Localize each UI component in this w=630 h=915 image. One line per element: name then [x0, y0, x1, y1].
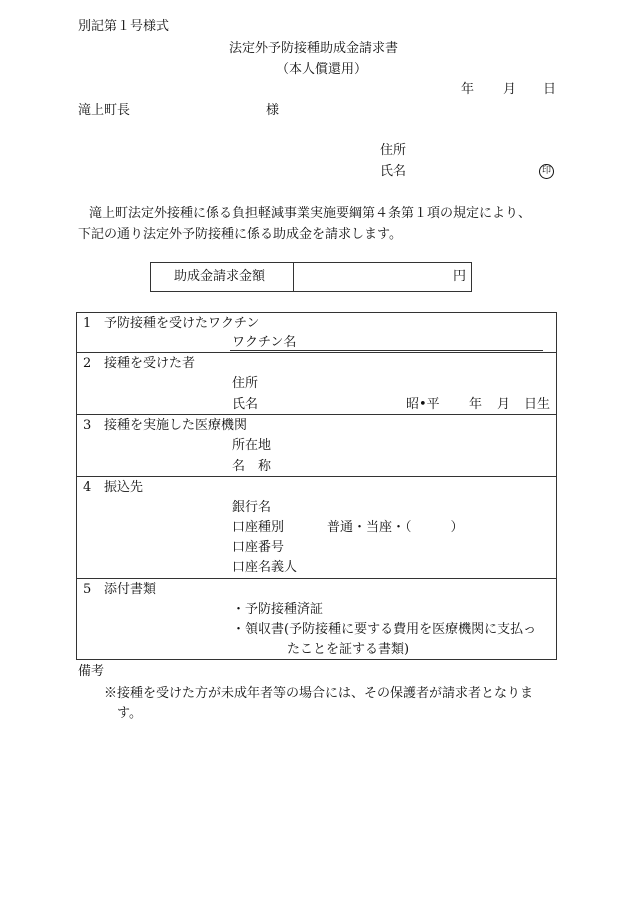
- form-id: 別記第１号様式: [78, 19, 170, 34]
- account-number-label: 口座番号: [232, 540, 285, 555]
- attachment-receipt-line-1: ・領収書(予防接種に要する費用を医療機関に支払っ: [232, 622, 537, 637]
- amount-label: 助成金請求金額: [174, 269, 266, 284]
- date-month-label: 月: [503, 82, 517, 97]
- seal-mark: 印: [539, 164, 554, 179]
- date-day-label: 日: [543, 82, 557, 97]
- section-5-number: 5: [83, 582, 92, 597]
- remarks-label: 備考: [78, 664, 105, 679]
- form-subtitle: （本人償還用）: [276, 62, 368, 77]
- row-divider-3: [76, 476, 557, 477]
- amount-divider: [293, 263, 294, 291]
- date-year-label: 年: [461, 82, 475, 97]
- section-3-title: 接種を実施した医療機関: [104, 418, 248, 433]
- clinic-location-label: 所在地: [232, 438, 272, 453]
- amount-unit: 円: [453, 269, 467, 284]
- birth-era-label: 昭•平: [406, 397, 440, 412]
- section-1-title: 予防接種を受けたワクチン: [104, 316, 260, 331]
- section-4-title: 振込先: [104, 480, 144, 495]
- section-1-number: 1: [83, 316, 92, 331]
- section-4-number: 4: [83, 480, 92, 495]
- row-divider-2: [76, 414, 557, 415]
- recipient-address-label: 住所: [232, 376, 259, 391]
- account-holder-label: 口座名義人: [232, 560, 298, 575]
- vaccine-name-label: ワクチン名: [232, 335, 297, 350]
- body-text-line-2: 下記の通り法定外予防接種に係る助成金を請求します。: [78, 227, 402, 242]
- birth-day-label: 日生: [524, 397, 551, 412]
- attachment-receipt-line-2: たことを証する書類): [287, 642, 410, 657]
- section-2-title: 接種を受けた者: [104, 356, 196, 371]
- vaccine-name-underline: [230, 350, 543, 351]
- honorific: 様: [266, 103, 280, 118]
- section-5-title: 添付書類: [104, 582, 157, 597]
- applicant-name-label: 氏名: [380, 164, 407, 179]
- applicant-address-label: 住所: [380, 143, 407, 158]
- account-type-options: 普通・当座・（ ）: [327, 520, 464, 535]
- row-divider-4: [76, 578, 557, 579]
- remarks-note-line-2: す。: [117, 706, 142, 721]
- birth-year-label: 年: [469, 397, 483, 412]
- form-title: 法定外予防接種助成金請求書: [229, 41, 399, 56]
- clinic-name-label: 名 称: [232, 459, 272, 474]
- section-2-number: 2: [83, 356, 92, 371]
- birth-month-label: 月: [497, 397, 511, 412]
- account-type-label: 口座種別: [232, 520, 285, 535]
- attachment-certificate: ・予防接種済証: [232, 602, 324, 617]
- addressee: 滝上町長: [78, 103, 131, 118]
- remarks-note-line-1: ※接種を受けた方が未成年者等の場合には、その保護者が請求者となりま: [104, 686, 534, 701]
- bank-name-label: 銀行名: [232, 500, 272, 515]
- body-text-line-1: 滝上町法定外接種に係る負担軽減事業実施要綱第４条第１項の規定により、: [89, 206, 532, 221]
- row-divider-1: [76, 352, 557, 353]
- recipient-name-label: 氏名: [232, 397, 259, 412]
- section-3-number: 3: [83, 418, 92, 433]
